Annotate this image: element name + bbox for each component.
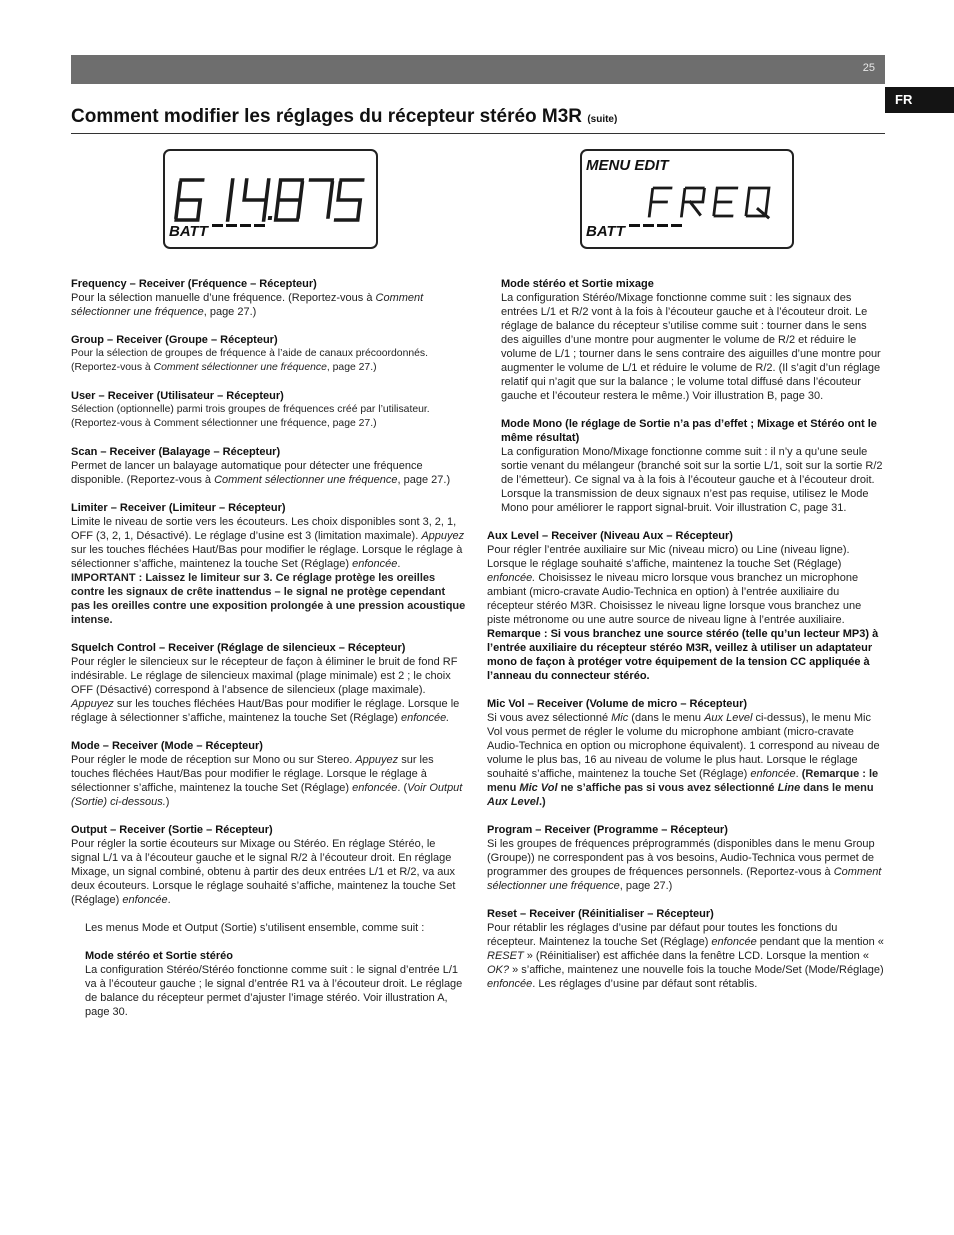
- section-output: [71, 823, 467, 907]
- section-user: [71, 389, 467, 431]
- mode-mono-body: La configuration Mono/Mixage fonctionne comme suit : il n’y a qu’une seule sortie venant du mélangeur (branché soit sur la sortie L/1, soit sur la sortie R/2 de l’émetteur). Ce signal va à la fois à l’écouteur gauche et à l’écouteur droit. Lorsque la transmission de deux signaux n’est pas requise, utilisez le Mode Mono pour améliorer le rapport signal-bruit. Voir illustration C, page 31.: [501, 446, 883, 514]
- user-body: Sélection (optionnelle) parmi trois groupes de fréquences créé par l’utilisateur. (Reportez-vous à Comment sélectionner une fréquence, page 27.): [71, 404, 430, 429]
- section-limiter: [71, 501, 467, 627]
- reset-heading: Reset – Receiver (Réinitialiser – Récepteur): [487, 908, 714, 920]
- lcd-menu-display: [580, 149, 794, 249]
- title-suite: (suite): [587, 114, 618, 125]
- section-program: [487, 823, 885, 893]
- battery-level-segments: [212, 214, 268, 232]
- menu-edit-label: MENU EDIT: [586, 157, 669, 174]
- lcd-frequency-display: [163, 149, 378, 249]
- section-mic-vol: [487, 697, 885, 809]
- limiter-heading: Limiter – Receiver (Limiteur – Récepteur): [71, 502, 286, 514]
- section-aux-level: [487, 529, 885, 683]
- section-mode-mono: [487, 417, 885, 515]
- frequency-body: Pour la sélection manuelle d’une fréquence. (Reportez-vous à Comment sélectionner une fréquence, page 27.): [71, 292, 424, 318]
- squelch-heading: Squelch Control – Receiver (Réglage de silencieux – Récepteur): [71, 642, 406, 654]
- mode-stereo-output-mix-heading: Mode stéréo et Sortie mixage: [501, 278, 654, 290]
- user-heading: User – Receiver (Utilisateur – Récepteur): [71, 390, 284, 402]
- language-tab: FR: [885, 87, 954, 113]
- page-number: 25: [862, 62, 875, 74]
- section-mode: [71, 739, 467, 809]
- lcd-menu-value: FREQ: [646, 185, 648, 187]
- lcd-segment-digits: [171, 177, 371, 223]
- program-body: Si les groupes de fréquences préprogrammés (disponibles dans le menu Group (Groupe)) ne correspondent pas à vos besoins, Audio-Technica vous permet de programmer des groupes de fréquences personnels. (Reportez-vous à Comment sélectionner une fréquence, page 27.): [487, 838, 882, 892]
- page-title: [71, 106, 617, 128]
- mode-stereo-output-stereo-heading: Mode stéréo et Sortie stéréo: [85, 950, 233, 962]
- section-group: [71, 333, 467, 375]
- title-main: Comment modifier les réglages du récepteur stéréo M3R: [71, 106, 583, 127]
- section-scan: [71, 445, 467, 487]
- section-mode-stereo-output-stereo: [71, 949, 467, 1019]
- mode-stereo-output-mix-body: La configuration Stéréo/Mixage fonctionne comme suit : les signaux des entrées L/1 et R/2 vont à la fois à l’écouteur gauche et à l’écouteur droit. Le réglage de balance du récepteur s’utilise comme suit : tourner dans le sens des aiguilles d’une montre pour augmenter le volume de R/2 et réduire le volume de L/1 ; tourner dans le sens contraire des aiguilles d’une montre pour augmenter le volume de L/1 et réduire le volume de R/2. (Il s’agit d’un réglage relatif qui n’agit que sur la balance ; le volume total diffusé dans l’écouteur gauche et l’écouteur restera le même.) Voir illustration B, page 30.: [501, 292, 881, 402]
- battery-level-segments-2: [629, 214, 685, 232]
- mode-mono-heading: Mode Mono (le réglage de Sortie n’a pas d’effet ; Mixage et Stéréo ont le même résultat): [501, 418, 877, 444]
- mode-stereo-output-stereo-body: La configuration Stéréo/Stéréo fonctionne comme suit : le signal d’entrée L/1 va à l’écouteur gauche ; le signal d’entrée R1 va à l’écouteur droit. Le réglage de balance du récepteur permet d’ajuster l’image stéréo. Voir illustration A, page 30.: [85, 964, 463, 1018]
- menus-note: [71, 921, 467, 935]
- scan-heading: Scan – Receiver (Balayage – Récepteur): [71, 446, 281, 458]
- section-mode-stereo-output-mix: [487, 277, 885, 403]
- program-heading: Program – Receiver (Programme – Récepteur): [487, 824, 728, 836]
- limiter-body: Limite le niveau de sortie vers les écouteurs. Les choix disponibles sont 3, 2, 1, OFF (3, 2, 1, Désactivé). Le réglage d’usine est 3 (limitation maximale). Appuyez sur les touches fléchées Haut/Bas pour modifier le réglage. Lorsque le réglage à sélectionner s’affiche, maintenez la touche Set (Réglage) enfoncée. IMPORTANT : Laissez le limiteur sur 3. Ce réglage protège les oreilles contre les signaux de crête inattendus – le signal ne protège cependant pas les oreilles contre une exposition prolongée à une pression acoustique intense.: [71, 516, 466, 626]
- squelch-body: Pour régler le silencieux sur le récepteur de façon à éliminer le bruit de fond RF indésirable. Le réglage de silencieux maximal (plage minimale) est 2 ; le choix OFF (Désactivé) correspond à l’absence de silencieux (plage maximale). Appuyez sur les touches fléchées Haut/Bas pour modifier le réglage. Lorsque le réglage à sélectionner s’affiche, maintenez la touche Set (Réglage) enfoncée.: [71, 656, 460, 724]
- group-heading: Group – Receiver (Groupe – Récepteur): [71, 334, 278, 346]
- mic-vol-heading: Mic Vol – Receiver (Volume de micro – Récepteur): [487, 698, 748, 710]
- output-body: Pour régler la sortie écouteurs sur Mixage ou Stéréo. En réglage Stéréo, le signal L/1 va à l’écouteur gauche et le signal R/2 à l’écouteur droit. En réglage Mixage, un signal combiné, obtenu à partir des deux entrées L/1 et R/2, va aux deux écouteurs. Lorsque le réglage souhaité s’affiche, maintenez la touche Set (Réglage) enfoncée.: [71, 838, 456, 906]
- mode-body: Pour régler le mode de réception sur Mono ou sur Stereo. Appuyez sur les touches fléchées Haut/Bas pour modifier le réglage. Lorsque le réglage à sélectionner s’affiche, maintenez la touche Set (Réglage) enfoncée. (Voir Output (Sortie) ci-dessous.): [71, 754, 463, 808]
- section-frequency: [71, 277, 467, 319]
- title-rule: [71, 133, 885, 134]
- battery-label-2: BATT: [586, 223, 625, 240]
- header-bar: [71, 55, 885, 84]
- mode-heading: Mode – Receiver (Mode – Récepteur): [71, 740, 263, 752]
- output-heading: Output – Receiver (Sortie – Récepteur): [71, 824, 273, 836]
- frequency-heading: Frequency – Receiver (Fréquence – Récepteur): [71, 278, 317, 290]
- reset-body: Pour rétablir les réglages d’usine par défaut pour toutes les fonctions du récepteur. Maintenez la touche Set (Réglage) enfoncée pendant que la mention « RESET » (Réinitialiser) est affichée dans la fenêtre LCD. Lorsque la mention « OK? » s’affiche, maintenez une nouvelle fois la touche Mode/Set (Mode/Réglage) enfoncée. Les réglages d’usine par défaut sont rétablis.: [487, 922, 884, 990]
- battery-label: BATT: [169, 223, 208, 240]
- section-reset: [487, 907, 885, 991]
- scan-body: Permet de lancer un balayage automatique pour détecter une fréquence disponible. (Reportez-vous à Comment sélectionner une fréquence, page 27.): [71, 460, 451, 486]
- group-body: Pour la sélection de groupes de fréquence à l’aide de canaux précoordonnés. (Reportez-vous à Comment sélectionner une fréquence, page 27.): [71, 348, 428, 373]
- menus-note-text: Les menus Mode et Output (Sortie) s’utilisent ensemble, comme suit :: [85, 922, 425, 934]
- left-column: [71, 277, 467, 1033]
- mic-vol-body: Si vous avez sélectionné Mic (dans le menu Aux Level ci-dessus), le menu Mic Vol vous permet de régler le volume du microphone ambiant (micro-cravate Audio-Technica en option ou microphone équivalent). 1 correspond au niveau de volume le plus bas, 16 au niveau de volume le plus haut. Lorsque le réglage souhaité s’affiche, maintenez la touche Set (Réglage) enfoncée. (Remarque : le menu Mic Vol ne s’affiche pas si vous avez sélectionné Line dans le menu Aux Level.): [487, 712, 880, 808]
- right-column: [487, 277, 885, 1005]
- section-squelch: [71, 641, 467, 725]
- lcd-segment-value: 614.875: [171, 177, 175, 178]
- aux-level-remark: Remarque : Si vous branchez une source stéréo (telle qu’un lecteur MP3) à l’entrée auxiliaire du récepteur stéréo M3R, veillez à utiliser un adaptateur mono de façon à protéger votre équipement de la tension CC appliquée à l’anneau du connecteur stéréo.: [487, 628, 879, 682]
- aux-level-body: Pour régler l’entrée auxiliaire sur Mic (niveau micro) ou Line (niveau ligne). Lorsque le réglage souhaité s’affiche, maintenez la touche Set (Réglage) enfoncée. Choisissez le niveau micro lorsque vous branchez un microphone ambiant (micro-cravate Audio-Technica en option) à l’entrée auxiliaire du récepteur stéréo M3R. Choisissez le niveau ligne lorsque vous branchez une piste métronome ou une autre source de niveau ligne à l’entrée auxiliaire.: [487, 544, 862, 626]
- aux-level-heading: Aux Level – Receiver (Niveau Aux – Récepteur): [487, 530, 733, 542]
